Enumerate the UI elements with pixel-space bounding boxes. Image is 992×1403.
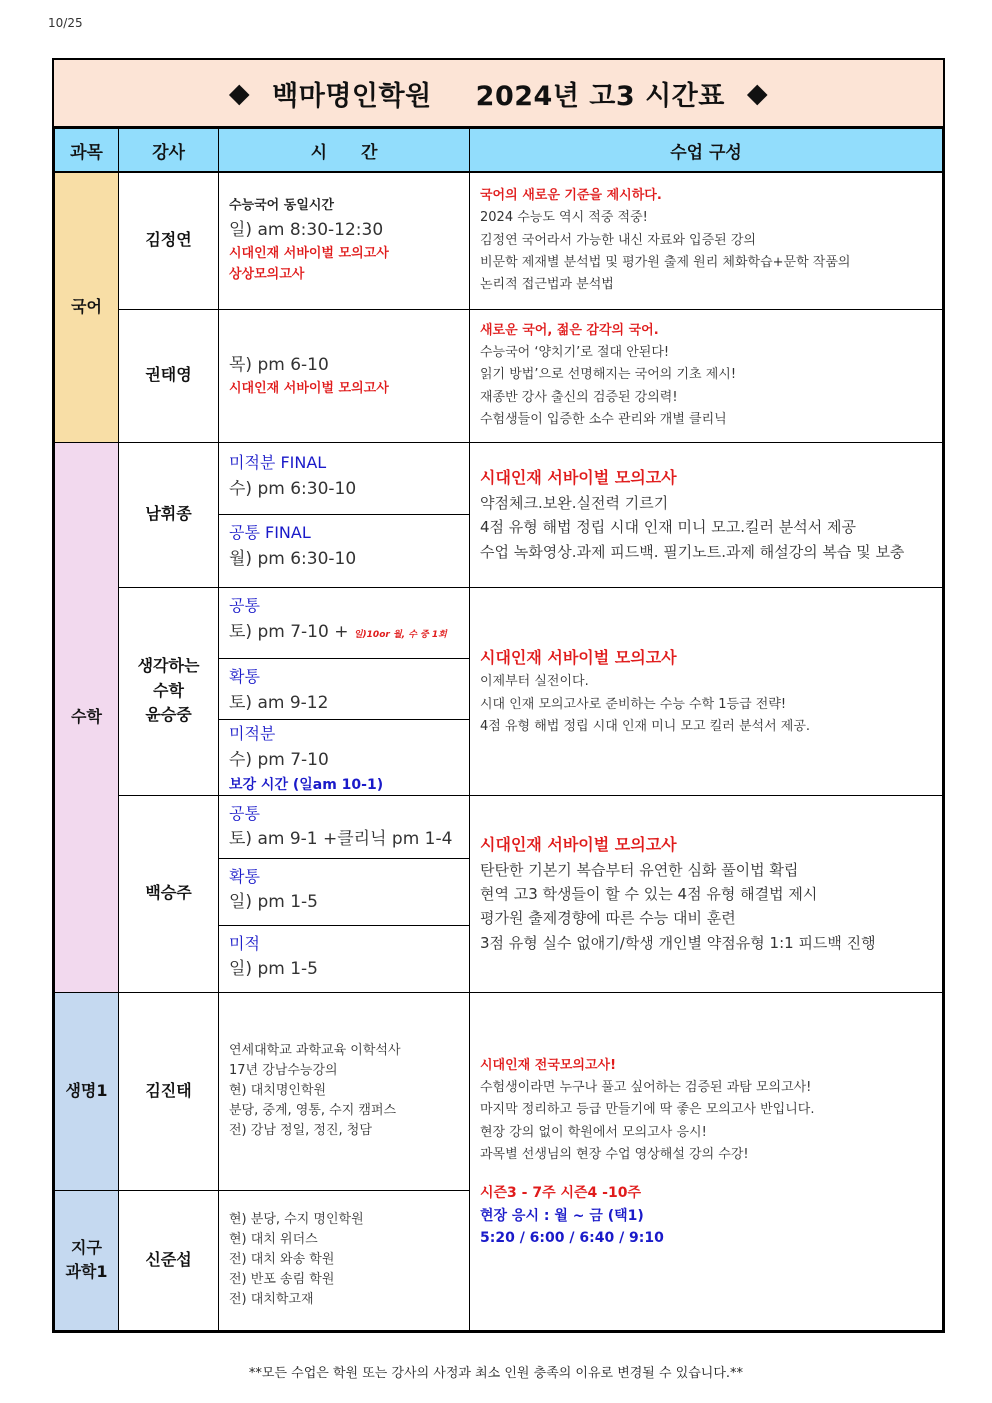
time-note: 상상모의고사 (229, 266, 305, 282)
slot-label: 확통 (229, 866, 260, 886)
slot-time: 토) pm 7-10 + (229, 621, 349, 642)
subject-math: 수학 (55, 442, 119, 992)
teacher-name-line: 생각하는 (137, 655, 200, 675)
onsite-exam-days: 현장 응시 : 월 ~ 금 (택1) (480, 1207, 644, 1224)
profile-line: 전) 반포 송림 학원 (229, 1272, 335, 1288)
slot-time: 토) am 9-12 (229, 692, 329, 713)
table-row (55, 587, 943, 795)
header-course: 수업 구성 (470, 129, 943, 173)
course-line: 읽기 방법’으로 선명해지는 국어의 기초 제시! (480, 367, 737, 383)
academy-name: 백마명인학원 (272, 80, 432, 112)
course-line: 현역 고3 학생들이 할 수 있는 4점 유형 해결법 제시 (480, 885, 818, 904)
course-headline: 시대인재 서바이벌 모의고사 (480, 647, 677, 667)
course-headline: 시대인재 서바이벌 모의고사 (480, 834, 677, 854)
course-line: 평가원 출제경향에 따른 수능 대비 훈련 (480, 909, 736, 928)
header-teacher: 강사 (119, 129, 219, 173)
slot-label: 공통 FINAL (229, 523, 311, 542)
teacher-name: 신준섭 (119, 1190, 219, 1330)
course-headline: 시대인재 전국모의고사! (480, 1057, 617, 1073)
subject-line: 지구 (71, 1238, 102, 1257)
subject-biology: 생명1 (55, 992, 119, 1190)
profile-line: 17년 강남수능강의 (229, 1062, 338, 1078)
course-line: 마지막 정리하고 등급 만들기에 딱 좋은 모의고사 반입니다. (480, 1102, 815, 1118)
slot-time: 수) pm 7-10 (229, 749, 329, 770)
time-note: 시대인재 서바이벌 모의고사 (229, 245, 389, 261)
course-description (470, 442, 943, 587)
time-slot (219, 588, 469, 659)
profile-line: 전) 강남 정일, 정진, 청담 (229, 1123, 372, 1139)
slot-extra-note: 일)10or 월, 수 중 1회 (353, 629, 447, 640)
time-cell (219, 587, 470, 795)
time-slot (219, 659, 469, 720)
course-line: 수험생이라면 누구나 풀고 싶어하는 검증된 과탐 모의고사! (480, 1079, 812, 1095)
slot-label: 미적분 (229, 724, 276, 743)
profile-line: 현) 대치명인학원 (229, 1082, 327, 1098)
table-header-row (55, 129, 943, 173)
course-description (470, 992, 943, 1330)
slot-time: 수) pm 6:30-10 (229, 478, 357, 499)
season-info: 시즌3 - 7주 시즌4 -10주 (480, 1185, 641, 1202)
diamond-icon: ◆ (228, 77, 251, 109)
course-headline: 시대인재 서바이벌 모의고사 (480, 468, 677, 488)
timetable (54, 128, 943, 1331)
course-line: 과목별 선생님의 현장 수업 영상해설 강의 수강! (480, 1146, 749, 1162)
slot-time: 일) pm 1-5 (229, 892, 318, 913)
course-description (470, 309, 943, 442)
teacher-name-line: 윤승중 (145, 705, 192, 725)
course-line: 비문학 제재별 분석법 및 평가원 출제 원리 체화학습+문학 작품의 (480, 254, 851, 270)
teacher-name (119, 587, 219, 795)
slot-label: 공통 (229, 803, 260, 823)
course-line: 2024 수능도 역시 적중 적중! (480, 210, 648, 226)
course-line: 수험생들이 입증한 소수 관리와 개별 클리닉 (480, 412, 727, 428)
header-time: 시 간 (219, 129, 470, 173)
slot-time: 일) pm 1-5 (229, 959, 318, 980)
time-slot (219, 926, 469, 992)
time-slot (219, 859, 469, 926)
table-row (55, 172, 943, 309)
footer-notice: **모든 수업은 학원 또는 강사의 사정과 최소 인원 충족의 이유로 변경될 수 있습니다.** (248, 1366, 744, 1381)
time-cell (219, 442, 470, 587)
table-row (55, 992, 943, 1190)
table-row (55, 442, 943, 587)
time-title: 수능국어 동일시간 (229, 197, 334, 213)
course-line: 탄탄한 기본기 복습부터 유연한 심화 풀이법 확립 (480, 860, 799, 879)
time-cell (219, 309, 470, 442)
course-line: 시대 인재 모의고사로 준비하는 수능 수학 1등급 전략! (480, 696, 787, 712)
course-line: 김정연 국어라서 가능한 내신 자료와 입증된 강의 (480, 232, 756, 248)
profile-line: 연세대학교 과학교육 이학석사 (229, 1042, 401, 1058)
course-line: 약점체크.보완.실전력 기르기 (480, 494, 669, 512)
course-line: 4점 유형 해법 정립 시대 인재 미니 모고 킬러 분석서 제공. (480, 718, 811, 734)
course-line: 3점 유형 실수 없애기/학생 개인별 약점유형 1:1 피드백 진행 (480, 933, 876, 952)
course-line: 4점 유형 해법 정립 시대 인재 미니 모고.킬러 분석서 제공 (480, 518, 857, 537)
page-number: 10/25 (48, 16, 83, 30)
course-description (470, 587, 943, 795)
course-line: 재종반 강사 출신의 검증된 강의력! (480, 389, 678, 405)
time-slot (219, 515, 469, 584)
course-headline: 국어의 새로운 기준을 제시하다. (480, 187, 662, 203)
makeup-time: 보강 시간 (일am 10-1) (229, 776, 384, 793)
teacher-profile (219, 1190, 470, 1330)
profile-line: 전) 대치 와송 학원 (229, 1251, 335, 1267)
teacher-name: 김진태 (119, 992, 219, 1190)
diamond-icon: ◆ (746, 77, 769, 109)
time-cell (219, 795, 470, 992)
teacher-name: 백승주 (119, 795, 219, 992)
teacher-name: 남휘종 (119, 442, 219, 587)
timetable-year-title: 2024년 고3 시간표 (475, 80, 725, 112)
course-headline: 새로운 국어, 젊은 감각의 국어. (480, 322, 659, 338)
time-note: 시대인재 서바이벌 모의고사 (229, 380, 389, 396)
slot-time: 월) pm 6:30-10 (229, 548, 357, 569)
profile-line: 전) 대치학고재 (229, 1292, 314, 1308)
profile-line: 현) 분당, 수지 명인학원 (229, 1211, 364, 1227)
course-line: 현장 강의 없이 학원에서 모의고사 응시! (480, 1124, 707, 1140)
teacher-profile (219, 992, 470, 1190)
subject-korean: 국어 (55, 172, 119, 442)
time-slot (219, 720, 469, 794)
time-value: 일) am 8:30-12:30 (229, 219, 384, 240)
onsite-exam-times: 5:20 / 6:00 / 6:40 / 9:10 (480, 1230, 664, 1247)
subject-line: 과학1 (65, 1262, 108, 1281)
teacher-name: 권태영 (119, 309, 219, 442)
time-value: 목) pm 6-10 (229, 354, 329, 375)
table-row (55, 309, 943, 442)
profile-line: 분당, 중계, 영통, 수지 캠퍼스 (229, 1103, 397, 1119)
slot-time: 토) am 9-1 +클리닉 pm 1-4 (229, 829, 453, 850)
course-line: 이제부터 실전이다. (480, 674, 589, 690)
course-description (470, 795, 943, 992)
slot-label: 공통 (229, 596, 260, 615)
slot-label: 미적분 FINAL (229, 453, 327, 472)
header-subject: 과목 (55, 129, 119, 173)
timetable-sheet (52, 58, 945, 1333)
course-description (470, 172, 943, 309)
time-cell (219, 172, 470, 309)
slot-label: 미적 (229, 933, 260, 953)
course-line: 수능국어 ‘양치기’로 절대 안된다! (480, 344, 670, 360)
teacher-name: 김정연 (119, 172, 219, 309)
time-slot (219, 796, 469, 859)
table-row (55, 795, 943, 992)
slot-label: 확통 (229, 667, 260, 686)
page-title (54, 60, 943, 128)
course-line: 수업 녹화영상.과제 피드백. 필기노트.과제 해설강의 복습 및 보충 (480, 542, 905, 561)
subject-earth-science (55, 1190, 119, 1330)
teacher-name-line: 수학 (153, 680, 184, 700)
profile-line: 현) 대치 위더스 (229, 1231, 318, 1247)
course-line: 논리적 접근법과 분석법 (480, 277, 614, 293)
time-slot (219, 445, 469, 515)
